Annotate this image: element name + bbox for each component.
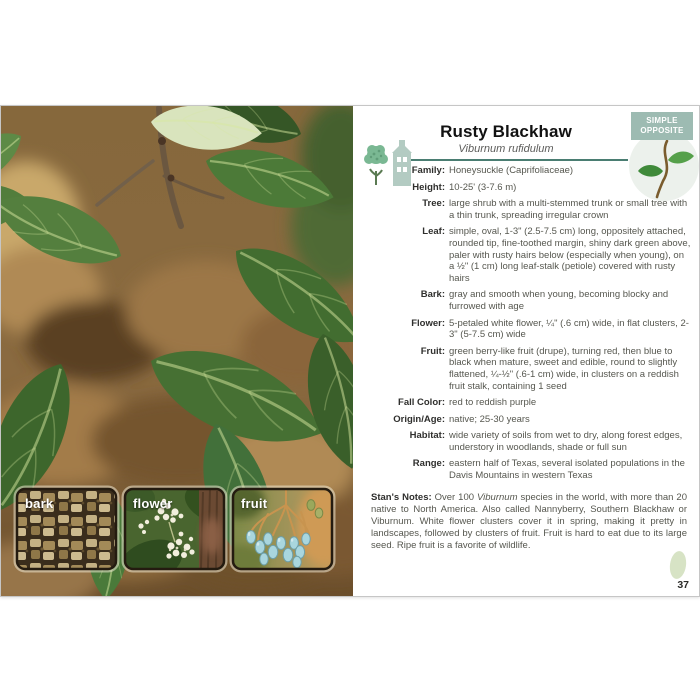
field-row (353, 198, 691, 221)
field-row (353, 226, 691, 284)
field-value: simple, oval, 1-3" (2.5-7.5 cm) long, oppositely attached, rounded tip, fine-toothed margin, shiny dark green above, paler with rusty hairs below (especially when young), on a ½" (1 cm) long leaf-stalk (petiole) covered with rusty hairs (449, 226, 691, 284)
field-row (353, 289, 691, 312)
field-row (353, 165, 691, 177)
field-label: Fruit: (420, 345, 445, 357)
field-row (353, 346, 691, 392)
species-fields (353, 165, 691, 487)
field-value: red to reddish purple (449, 397, 537, 409)
field-value: Honeysuckle (Caprifoliaceae) (449, 165, 574, 176)
field-label: Origin/Age: (393, 413, 445, 425)
field-row (353, 430, 691, 453)
field-label: Bark: (420, 289, 445, 301)
page-leaf-icon (668, 549, 688, 583)
header-divider (411, 159, 628, 161)
notes-text: Over 100 (431, 492, 477, 503)
field-label: Height: (412, 181, 445, 193)
field-value: eastern half of Texas, several isolated populations in the Davis Mountains in western Texas (449, 458, 685, 482)
field-value: green berry-like fruit (drupe), turning red, then blue to black when mature, sweet and edible, round to slightly flattened, ¼-½" (.6-1 cm) wide, in clusters on a reddish fruit stalk, containing 1 seed (449, 345, 679, 392)
field-label: Flower: (411, 317, 445, 329)
field-label: Habitat: (409, 430, 445, 442)
fruit-inset-label: fruit (241, 496, 268, 511)
field-value: gray and smooth when young, becoming blocky and furrowed with age (449, 289, 669, 312)
field-label: Tree: (422, 198, 445, 210)
field-value: 5-petaled white flower, ¼" (.6 cm) wide, in flat clusters, 2-3" (5-7.5 cm) wide (449, 317, 689, 341)
field-value: wide variety of soils from wet to dry, along forest edges, understory in woodlands, shade or full sun (449, 430, 683, 453)
field-label: Range: (412, 458, 445, 470)
notes-label: Stan's Notes: (371, 492, 432, 503)
notes-text: species in the world, with more than 20 native to North America. Also called Nannyberry, Southern Blackhaw or Viburnum. White flower clusters cover it in spring, making it pretty in landscapes, followed by clusters of fruit. Fruit is hard to eat due to its large seed. Ripe fruit is a favorite of wildlife. (371, 492, 687, 551)
page-number-block (663, 549, 689, 591)
main-photo (1, 106, 353, 596)
field-row (353, 182, 691, 194)
fruit-inset-photo (215, 483, 349, 577)
photo-page (1, 106, 353, 596)
field-label: Leaf: (422, 226, 445, 238)
flower-inset-label: flower (133, 496, 173, 511)
text-page (353, 106, 699, 596)
badge-line-1: SIMPLE (646, 116, 678, 125)
scientific-name: Viburnum rufidulum (458, 143, 554, 155)
page-number: 37 (677, 579, 689, 591)
field-row (353, 458, 691, 481)
notes-text: Viburnum (477, 492, 518, 503)
field-value: native; 25-30 years (449, 413, 530, 425)
field-row (353, 397, 691, 409)
field-label: Family: (411, 165, 445, 176)
badge-line-2: OPPOSITE (640, 126, 684, 135)
field-value: 10-25' (3-7.6 m) (449, 181, 517, 193)
page-title: Rusty Blackhaw (440, 122, 572, 141)
book-spread (0, 105, 700, 597)
bark-inset-label: bark (25, 496, 54, 511)
field-label: Fall Color: (398, 397, 445, 409)
field-row (353, 318, 691, 341)
field-row (353, 414, 691, 426)
stans-notes (371, 492, 687, 552)
field-value: large shrub with a multi-stemmed trunk or small tree with a thin trunk, spreading irregular crown (449, 198, 688, 221)
